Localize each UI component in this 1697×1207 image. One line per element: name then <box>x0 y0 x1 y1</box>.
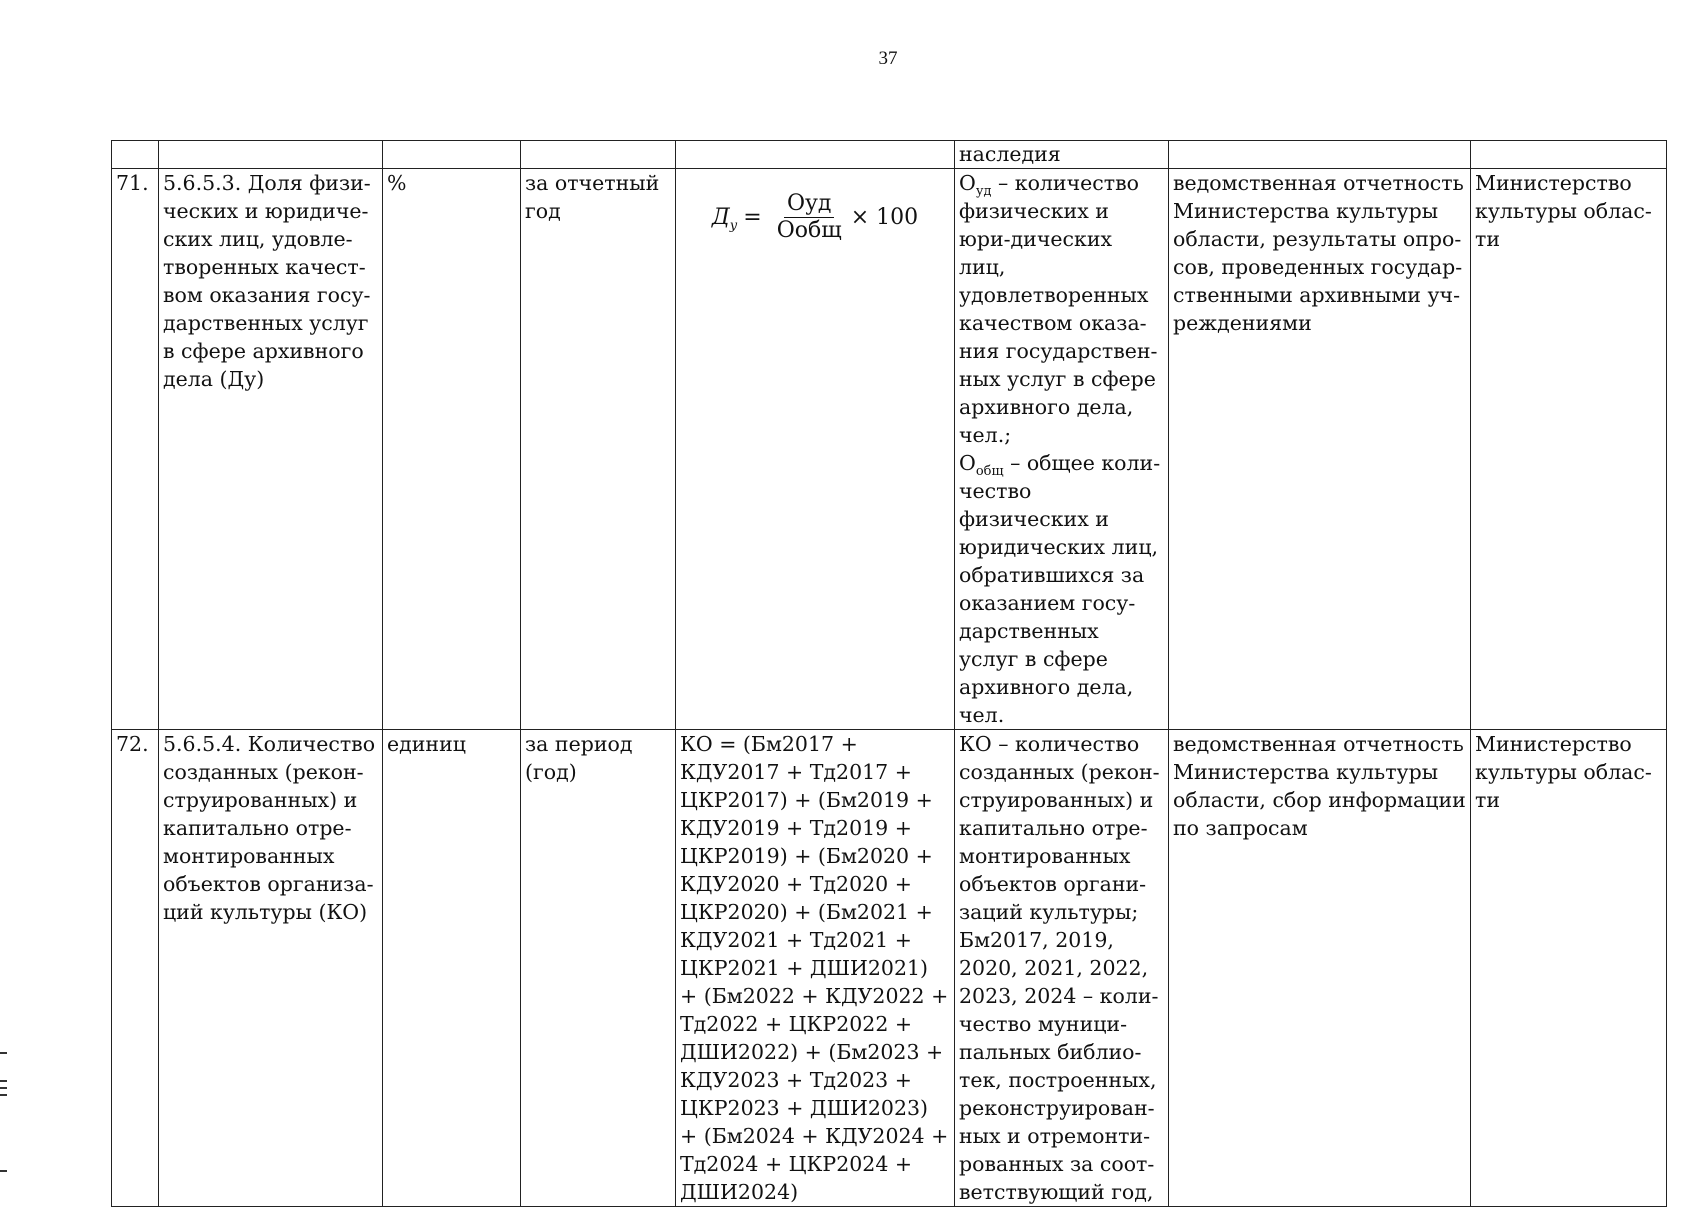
period: за отчетный год <box>521 169 676 730</box>
indicators-table <box>111 140 1667 1207</box>
unit: % <box>383 169 521 730</box>
cell-formula <box>676 141 955 169</box>
scan-margin-mark <box>0 1170 7 1172</box>
formula-lhs: $Д_у$ <box>711 204 738 233</box>
formula-denominator: Ообщ <box>776 218 842 243</box>
formula-multiplier: × 100 <box>850 204 919 230</box>
cell-description: наследия <box>955 141 1169 169</box>
description-part: $О_{уд}$ – количество физических и юри-дических лиц, удовлетворенных качеством оказа-ния государствен-ных услуг в сфере архивного дела, чел.; <box>959 171 1158 447</box>
row-number: 71. <box>112 169 159 730</box>
description-cell <box>955 169 1169 730</box>
table-row <box>112 730 1667 1207</box>
cell-num <box>112 141 159 169</box>
formula <box>680 191 950 244</box>
row-number: 72. <box>112 730 159 1207</box>
indicator-name: 5.6.5.4. Количество созданных (рекон-струированных) и капитально отре-монтированных объектов организа-ций культуры (КО) <box>159 730 383 1207</box>
data-source: ведомственная отчетность Министерства культуры области, сбор информации по запросам <box>1169 730 1471 1207</box>
formula-text: КО = (Бм2017 + КДУ2017 + Тд2017 + ЦКР2017) + (Бм2019 + КДУ2019 + Тд2019 + ЦКР2019) + (Бм2020 + КДУ2020 + Тд2020 + ЦКР2020) + (Бм2021 + КДУ2021 + Тд2021 + ЦКР2021 + ДШИ2021) + (Бм2022 + КДУ2022 + Тд2022 + ЦКР2022 + ДШИ2022) + (Бм2023 + КДУ2023 + Тд2023 + ЦКР2023 + ДШИ2023) + (Бм2024 + КДУ2024 + Тд2024 + ЦКР2024 + ДШИ2024) <box>676 730 955 1207</box>
scan-margin-mark <box>0 1080 7 1082</box>
scan-margin-mark <box>0 1094 7 1096</box>
period: за период (год) <box>521 730 676 1207</box>
cell-responsible <box>1471 141 1667 169</box>
scan-margin-mark <box>0 1087 7 1089</box>
formula-equals: = <box>743 204 762 230</box>
formula-numerator: Оуд <box>784 191 835 218</box>
table-row-continuation <box>112 141 1667 169</box>
responsible: Министерство культуры облас-ти <box>1471 169 1667 730</box>
formula-fraction <box>774 191 845 244</box>
scan-margin-mark <box>0 1052 7 1054</box>
responsible: Министерство культуры облас-ти <box>1471 730 1667 1207</box>
cell-source <box>1169 141 1471 169</box>
page-number: 37 <box>878 48 898 69</box>
description-part: $О_{общ}$ – общее коли-чество физических и юридических лиц, обратившихся за оказанием госу-дарственных услуг в сфере архивного дела, чел. <box>959 451 1161 727</box>
indicator-name: 5.6.5.3. Доля физи-ческих и юридиче-ских лиц, удовле-творенных качест-вом оказания госу-дарственных услуг в сфере архивного дела (Ду) <box>159 169 383 730</box>
table-row <box>112 169 1667 730</box>
unit: единиц <box>383 730 521 1207</box>
cell-name <box>159 141 383 169</box>
data-source: ведомственная отчетность Министерства культуры области, результаты опро-сов, проведенных государ-ственными архивными уч-реждениями <box>1169 169 1471 730</box>
cell-unit <box>383 141 521 169</box>
description-cell: КО – количество созданных (рекон-струированных) и капитально отре-монтированных объектов органи-заций культуры; Бм2017, 2019, 2020, 2021, 2022, 2023, 2024 – коли-чество муници-пальных библио-тек, построенных, реконструирован-ных и отремонти-рованных за соот-ветствующий год, <box>955 730 1169 1207</box>
formula-cell <box>676 169 955 730</box>
cell-period <box>521 141 676 169</box>
